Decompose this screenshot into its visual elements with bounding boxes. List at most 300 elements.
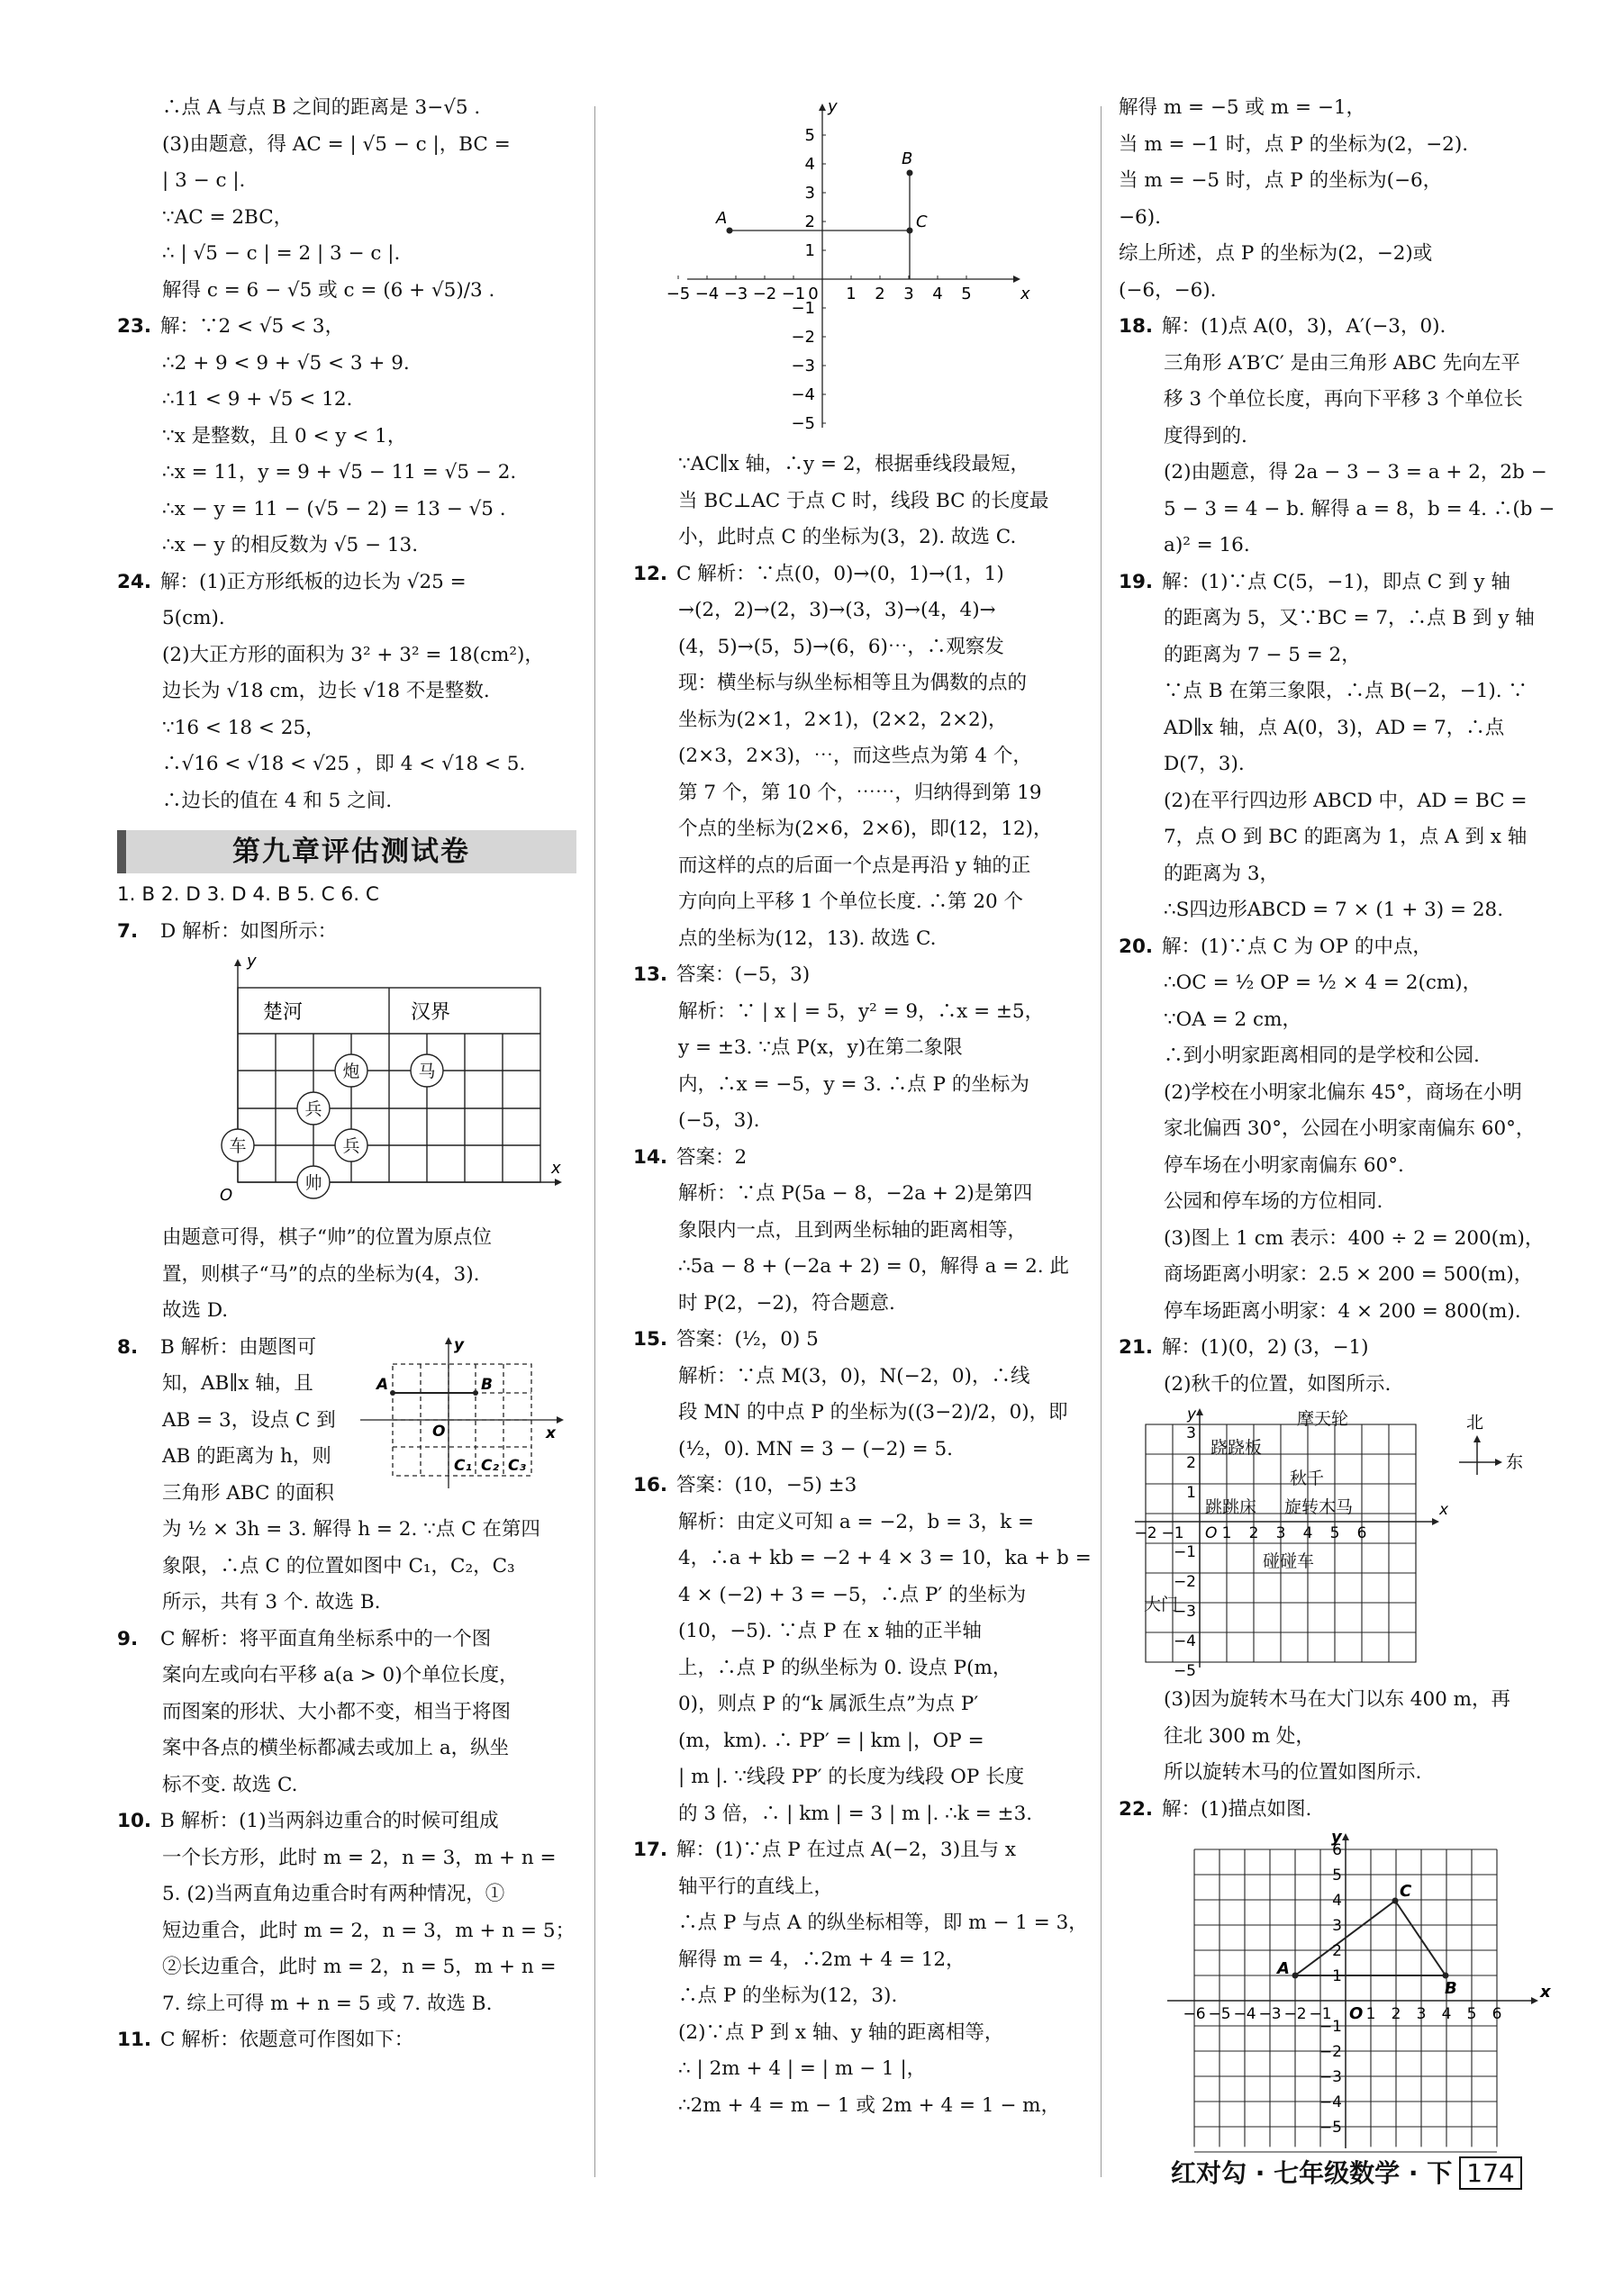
answer-line [117, 2022, 576, 2059]
answer-text: 解：(1)(0，2) (3，−1) [1162, 1336, 1369, 1359]
fig11-x-label: x [1020, 285, 1030, 303]
answer-text: 坐标为(2×1，2×1)，(2×2，2×2)， [678, 708, 1008, 731]
answer-text: 答案：(½，0) 5 [676, 1328, 819, 1351]
park-x-tick: −2 [1134, 1524, 1157, 1542]
answer-line [633, 1759, 1056, 1796]
question-17 [633, 1832, 1088, 2124]
answer-text: ∴到小明家距离相同的是学校和公园. [1164, 1044, 1480, 1067]
q22-y-tick: 4 [1332, 1892, 1342, 1910]
q22-point-b: B [1445, 1979, 1457, 1998]
answer-line [633, 2051, 1056, 2088]
fig11-x-tick: −2 [752, 285, 777, 303]
answer-line: (−6，−6). [1119, 278, 1217, 302]
answer-line [1119, 419, 1542, 456]
park-y-tick: −2 [1173, 1573, 1196, 1591]
q22-point-a: A [1277, 1959, 1290, 1978]
answer-line [633, 1650, 1056, 1687]
answer-line [117, 1622, 576, 1659]
answer-text: 边长为 √18 cm，边长 √18 不是整数. [162, 680, 490, 702]
answer-text: 停车场距离小明家：4 × 200 = 800(m). [1164, 1299, 1521, 1323]
answer-text: 解：(1)正方形纸板的边长为 √25 = [160, 570, 467, 593]
q22-y-tick: −2 [1319, 2043, 1342, 2061]
q8-point-b: B [481, 1375, 493, 1394]
answer-line [1119, 1002, 1542, 1039]
answer-text: →(2，2)→(2，3)→(3，3)→(4，4)→ [678, 599, 996, 621]
answer-text: D(7，3). [1164, 753, 1245, 775]
answer-text: (10，−5). ∵点 P 在 x 轴的正半轴 [678, 1620, 982, 1642]
answer-text: 5. (2)当两直角边重合时有两种情况，① [162, 1883, 505, 1905]
answer-text: ∴ | 2m + 4 | = | m − 1 |， [678, 2057, 927, 2080]
fig11-point-c: C [916, 212, 928, 231]
answer-line [117, 710, 576, 747]
answer-line [117, 914, 576, 951]
question-number: 18. [1119, 315, 1154, 338]
q22-x-label: x [1540, 1983, 1551, 2002]
answer-line: 故选 D. [162, 1299, 229, 1322]
answer-line [1119, 1148, 1542, 1185]
park-x-tick: 2 [1248, 1524, 1259, 1542]
answer-line [633, 1322, 1056, 1359]
question-24 [117, 565, 576, 820]
answer-line [117, 455, 576, 492]
answer-line: ∴点 A 与点 B 之间的距离是 3−√5 . [162, 96, 481, 119]
question-7-explanation [117, 1220, 576, 1330]
answer-line [633, 556, 1056, 593]
answer-text: 短边重合，此时 m = 2，n = 3，m + n = 5； [162, 1919, 576, 1942]
answer-line [633, 1505, 1056, 1541]
answer-text: 现：横坐标与纵坐标相等且为偶数的点的 [678, 672, 1028, 694]
fig11-x-tick: 5 [961, 285, 972, 303]
answer-text: C 解析：∵点(0，0)→(0，1)→(1，1) [676, 562, 1004, 585]
question-number: 20. [1119, 935, 1154, 958]
answer-line [633, 1978, 1056, 2015]
answer-line [117, 492, 576, 529]
answer-text: 点的坐标为(12，13). 故选 C. [678, 927, 937, 950]
q22-x-tick: 4 [1441, 2005, 1452, 2023]
answer-line: −6). [1119, 205, 1161, 229]
question-number: 15. [633, 1328, 668, 1351]
question-21-part3 [1119, 1682, 1542, 1792]
q22-y-label: y [1331, 1831, 1342, 1847]
fig11-y-label: y [828, 99, 838, 116]
fig11-x-tick: −5 [666, 285, 691, 303]
q22-y-tick: 2 [1332, 1942, 1342, 1960]
answer-line: 综上所述，点 P 的坐标为(2，−2)或 [1119, 242, 1433, 265]
question-21 [1119, 1330, 1542, 1403]
answer-line [633, 921, 1056, 958]
answer-line [117, 601, 576, 637]
question-18 [1119, 309, 1555, 565]
fig11-point-b: B [902, 149, 913, 168]
answer-text: 上，∴点 P 的纵坐标为 0. 设点 P(m， [678, 1656, 1012, 1679]
answer-text: 段 MN 的中点 P 的坐标为((3−2)/2，0)，即 [678, 1401, 1068, 1424]
answer-line [117, 1549, 576, 1586]
answer-line [633, 702, 1056, 739]
answer-text: AD∥x 轴，点 A(0，3)，AD = 7，∴点 [1164, 716, 1505, 739]
answer-line [633, 2088, 1061, 2125]
question-number: 10. [117, 1810, 152, 1832]
answer-line: ∵AC∥x 轴，∴y = 2，根据垂线段最短， [678, 453, 1030, 475]
answer-line [633, 1176, 1056, 1213]
q8-c1: C₁ [454, 1456, 472, 1475]
answer-text: 知，AB∥x 轴，且 [162, 1372, 313, 1395]
answer-text: 解析：∵点 P(5a − 8，−2a + 2)是第四 [678, 1182, 1033, 1205]
q22-x-tick: −1 [1309, 2005, 1332, 2023]
answer-text: (4，5)→(5，5)→(6，6)⋯，∴观察发 [678, 635, 1004, 658]
answer-line [633, 1686, 1056, 1723]
answer-line [633, 957, 1056, 994]
answer-text: 而图案的形状、大小都不变，相当于将图 [162, 1700, 512, 1723]
chess-river-left: 楚河 [263, 1001, 304, 1024]
answer-text: 解：(1)描点如图. [1162, 1797, 1312, 1821]
answer-line [117, 1876, 576, 1913]
answer-line [633, 1942, 1056, 1979]
answer-text: ∴x = 11，y = 9 + √5 − 11 = √5 − 2. [162, 461, 517, 484]
park-origin: O [1205, 1524, 1218, 1542]
answer-line [1119, 492, 1555, 529]
answer-text: 第 7 个，第 10 个，⋯⋯，归纳得到第 19 [678, 781, 1042, 804]
answer-text: 标不变. 故选 C. [162, 1773, 298, 1796]
answer-text: 方向向上平移 1 个单位长度. ∴第 20 个 [678, 890, 1024, 913]
answer-text: 而这样的点的后面一个点是再沿 y 轴的正 [678, 854, 1031, 877]
answer-text: (−5，3). [678, 1109, 760, 1132]
q22-y-tick: −4 [1319, 2093, 1342, 2111]
answer-text: 案向左或向右平移 a(a > 0)个单位长度， [162, 1664, 519, 1686]
mcq-answers: 1. B 2. D 3. D 4. B 5. C 6. C [117, 883, 379, 906]
question-number: 21. [1119, 1336, 1154, 1359]
fig11-x-tick: 0 [808, 285, 819, 303]
answer-line [633, 775, 1056, 812]
answer-line [117, 783, 576, 820]
park-bumper-cars: 碰碰车 [1263, 1551, 1315, 1571]
answer-text: ∵16 < 18 < 25， [162, 716, 325, 739]
answer-text: 7，点 O 到 BC 的距离为 1，点 A 到 x 轴 [1164, 826, 1528, 848]
answer-text: y = ±3. ∵点 P(x，y)在第二象限 [678, 1036, 963, 1059]
answer-line [117, 1949, 576, 1986]
answer-line [633, 738, 1056, 775]
answer-text: (2)在平行四边形 ABCD 中，AD = BC = [1164, 789, 1528, 812]
question-number: 14. [633, 1145, 668, 1169]
answer-text: ∴OC = ½ OP = ½ × 4 = 2(cm)， [1164, 972, 1482, 994]
park-trampoline: 跳跳床 [1205, 1497, 1257, 1517]
answer-line [633, 1213, 1056, 1250]
answer-line: 小，此时点 C 的坐标为(3，2). 故选 C. [678, 526, 1017, 548]
answer-text: 答案：(−5，3) [676, 963, 811, 986]
answer-line [117, 382, 576, 419]
answer-line [117, 1803, 576, 1840]
answer-text: 案中各点的横坐标都减去或加上 a，纵坐 [162, 1737, 510, 1759]
answer-text: 所示，共有 3 个. 故选 B. [162, 1591, 381, 1614]
answer-line: (3)因为旋转木马在大门以东 400 m，再 [1164, 1688, 1511, 1711]
answer-text: 为 ½ × 3h = 3. 解得 h = 2. ∵点 C 在第四 [162, 1518, 540, 1541]
question-16 [633, 1468, 1092, 1832]
q8-y-label: y [454, 1336, 465, 1354]
column-left [117, 90, 576, 2059]
answer-text: ∴点 P 与点 A 的纵坐标相等，即 m − 1 = 3， [678, 1912, 1088, 1934]
answer-text: 5(cm). [162, 607, 225, 629]
answer-text: AB 的距离为 h，则 [162, 1445, 331, 1468]
answer-line: 当 m = −5 时，点 P 的坐标为(−6， [1119, 169, 1443, 192]
answer-text: (½，0). MN = 3 − (−2) = 5. [678, 1437, 953, 1460]
answer-text: a)² = 16. [1164, 534, 1250, 556]
answer-line [633, 2015, 1056, 2052]
q8-origin: O [432, 1422, 446, 1441]
fig11-y-tick: −5 [791, 414, 815, 433]
park-y-tick: 1 [1186, 1484, 1196, 1502]
answer-text: 公园和停车场的方位相同. [1164, 1190, 1383, 1213]
question-number: 23. [117, 315, 152, 338]
answer-line [117, 1585, 576, 1622]
park-y-tick: −3 [1173, 1603, 1196, 1621]
fig11-y-tick: −2 [791, 328, 815, 347]
park-carousel: 旋转木马 [1284, 1497, 1354, 1517]
answer-text: 轴平行的直线上， [678, 1875, 834, 1898]
answer-text: 个点的坐标为(2×6，2×6)，即(12，12)， [678, 818, 1053, 840]
answer-line [633, 1905, 1088, 1942]
answer-text: 解：(1)∵点 P 在过点 A(−2，3)且与 x [676, 1839, 1017, 1861]
answer-line [633, 1103, 1056, 1140]
question-12 [633, 556, 1056, 958]
q8-x-label: x [546, 1424, 556, 1442]
answer-line [1119, 565, 1542, 601]
park-seesaw: 跷跷板 [1210, 1438, 1263, 1458]
answer-text: 解析：由定义可知 a = −2，b = 3，k = [678, 1510, 1035, 1533]
q22-y-tick: 6 [1332, 1841, 1342, 1859]
question-20 [1119, 929, 1545, 1331]
park-y-tick: 3 [1186, 1424, 1196, 1442]
answer-text: 停车场在小明家南偏东 60°. [1164, 1153, 1404, 1177]
answer-text: ②长边重合，此时 m = 2，n = 5，m + n = [162, 1956, 557, 1978]
answer-line [1119, 892, 1542, 929]
park-y-label: y [1187, 1406, 1197, 1424]
answer-line [117, 746, 576, 783]
chess-piece-ma: 马 [418, 1062, 436, 1081]
answer-text: (m，km). ∴ PP′ = | km |，OP = [678, 1729, 984, 1752]
answer-line [1119, 1367, 1542, 1404]
answer-line [117, 673, 576, 710]
answer-line [117, 1512, 576, 1549]
question-9 [117, 1622, 576, 1804]
answer-line [1119, 601, 1542, 637]
q11-coordinate-figure [660, 99, 1038, 441]
answer-text: 家北偏西 30°，公园在小明家南偏东 60°， [1164, 1117, 1536, 1140]
answer-text: 解：(1)∵点 C(5，−1)，即点 C 到 y 轴 [1162, 570, 1510, 593]
answer-line [633, 665, 1056, 702]
q22-coordinate-figure [1164, 1831, 1560, 2156]
answer-line [633, 1541, 1092, 1577]
park-gate: 大门 [1144, 1595, 1179, 1614]
answer-text: (2)秋千的位置，如图所示. [1164, 1372, 1392, 1396]
answer-text: 度得到的. [1164, 424, 1247, 447]
answer-line [117, 1695, 576, 1731]
answer-line [633, 1030, 1056, 1067]
answer-line: 置，则棋子“马”的点的坐标为(4，3). [162, 1262, 480, 1286]
answer-text: 4，∴a + kb = −2 + 4 × 3 = 10，ka + b = [678, 1547, 1092, 1569]
answer-text: 7. 综上可得 m + n = 5 或 7. 故选 B. [162, 1992, 493, 2015]
answer-text: ∴√16 < √18 < √25 ，即 4 < √18 < 5. [162, 753, 526, 775]
q22-x-tick: −3 [1258, 2005, 1282, 2023]
park-x-tick: 6 [1356, 1524, 1367, 1542]
answer-text: 解析：∵ | x | = 5，y² = 9，∴x = ±5， [678, 999, 1045, 1023]
fig11-y-tick: −3 [791, 357, 815, 375]
question-number: 13. [633, 963, 668, 986]
question-7 [117, 914, 576, 951]
answer-line [1119, 746, 1542, 783]
answer-text: D 解析：如图所示： [160, 919, 338, 943]
q22-y-tick: −3 [1319, 2068, 1342, 2086]
q22-point-c: C [1400, 1882, 1412, 1901]
answer-text: 一个长方形，此时 m = 2，n = 3，m + n = [162, 1846, 557, 1869]
chess-piece-bing-2: 兵 [342, 1136, 360, 1156]
answer-line [117, 1913, 576, 1950]
answer-line [117, 1840, 576, 1877]
answer-line: 当 m = −1 时，点 P 的坐标为(2，−2). [1119, 132, 1469, 156]
answer-line [1119, 382, 1542, 419]
answer-line [633, 1395, 1068, 1432]
answer-line [633, 1140, 1056, 1177]
chess-origin-label: O [220, 1186, 233, 1205]
compass-east: 东 [1506, 1452, 1524, 1472]
answer-line [117, 309, 576, 346]
answer-line: (3)由题意，得 AC = | √5 − c |，BC = [162, 132, 511, 156]
question-number: 12. [633, 562, 668, 585]
q22-y-tick: −5 [1319, 2119, 1342, 2137]
question-19 [1119, 565, 1542, 929]
answer-text: (2)∵点 P 到 x 轴、y 轴的距离相等， [678, 2020, 1004, 2044]
answer-text: ∴11 < 9 + √5 < 12. [162, 388, 353, 411]
answer-line [633, 1796, 1056, 1833]
park-x-tick: 5 [1329, 1524, 1340, 1542]
answer-line [633, 1614, 1056, 1650]
q8-point-a: A [376, 1375, 389, 1394]
chess-piece-bing-1: 兵 [304, 1099, 322, 1119]
answer-text: 象限内一点，且到两坐标轴的距离相等， [678, 1218, 1028, 1242]
answer-line [633, 1832, 1056, 1869]
answer-line: 往北 300 m 处， [1164, 1724, 1315, 1748]
answer-line [633, 1723, 1056, 1760]
chess-y-label: y [247, 954, 257, 971]
answer-text: ∵OA = 2 cm， [1164, 1008, 1301, 1031]
answer-text: B 解析：(1)当两斜边重合的时候可组成 [160, 1810, 499, 1832]
answer-line: 解得 m = −5 或 m = −1， [1119, 96, 1366, 119]
answer-line [1119, 309, 1542, 346]
answer-text: ∴x − y 的相反数为 √5 − 13. [162, 534, 419, 556]
answer-text: ∴x − y = 11 − (√5 − 2) = 13 − √5 . [162, 497, 506, 520]
answer-line [633, 811, 1056, 848]
question-13 [633, 957, 1056, 1140]
fig11-y-tick: 3 [804, 184, 815, 203]
answer-text: 三角形 ABC 的面积 [162, 1481, 334, 1505]
answer-line [1119, 1330, 1542, 1367]
park-y-tick: −4 [1173, 1632, 1196, 1650]
answer-text: ∴点 P 的坐标为(12，3). [678, 1984, 898, 2007]
answer-line [1119, 455, 1547, 492]
answer-text: 解：∵2 < √5 < 3， [160, 315, 345, 338]
park-x-tick: −1 [1161, 1524, 1184, 1542]
q17-continuation [1119, 90, 1542, 309]
question-14 [633, 1140, 1069, 1323]
answer-line [1119, 637, 1542, 674]
answer-line [633, 1249, 1069, 1286]
fig11-x-tick: 3 [903, 285, 914, 303]
answer-text: ∵x 是整数，且 0 < y < 1， [162, 424, 407, 447]
answer-text: 4 × (−2) + 3 = −5，∴点 P′ 的坐标为 [678, 1583, 1027, 1606]
answer-text: 解析：∵点 M(3，0)，N(−2，0)，∴线 [678, 1364, 1030, 1388]
answer-text: (2×3，2×3)，⋯，而这些点为第 4 个， [678, 745, 1032, 767]
park-ferris-wheel: 摩天轮 [1297, 1409, 1349, 1429]
park-y-tick: 2 [1186, 1454, 1196, 1472]
answer-text: 答案：2 [676, 1145, 748, 1169]
answer-line [1119, 856, 1542, 893]
answer-line [1119, 965, 1542, 1002]
answer-text: 的距离为 5，又∵BC = 7，∴点 B 到 y 轴 [1164, 607, 1535, 629]
answer-line: ∴ | √5 − c | = 2 | 3 − c |. [162, 242, 401, 265]
question-8-block [117, 1330, 576, 1622]
question-15 [633, 1322, 1068, 1468]
answer-text: 商场距离小明家：2.5 × 200 = 500(m)， [1164, 1263, 1534, 1286]
q22-x-tick: 6 [1492, 2005, 1502, 2023]
column-divider-right [1101, 106, 1102, 2177]
answer-text: | m |. ∵线段 PP′ 的长度为线段 OP 长度 [678, 1766, 1025, 1788]
answer-line [1119, 528, 1542, 565]
q22-origin: O [1349, 2004, 1364, 2023]
question-22 [1119, 1792, 1542, 1829]
answer-line [1119, 1221, 1545, 1258]
column-middle [633, 90, 1092, 2124]
page-number: 174 [1459, 2156, 1521, 2190]
answer-line [117, 528, 576, 565]
q22-x-tick: −2 [1283, 2005, 1307, 2023]
answer-line [1119, 710, 1542, 747]
chess-piece-shuai: 帅 [304, 1173, 322, 1193]
answer-text: 内，∴x = −5，y = 3. ∴点 P 的坐标为 [678, 1072, 1029, 1096]
answer-line [117, 1731, 576, 1767]
answer-line [1119, 673, 1542, 710]
answer-line [633, 1286, 1056, 1323]
answer-line [117, 565, 576, 601]
fig11-point-a: A [716, 209, 728, 228]
answer-line [1119, 929, 1542, 966]
q22-continuation [117, 90, 576, 309]
answer-text: 解：(1)∵点 C 为 OP 的中点， [1162, 935, 1432, 958]
answer-line: 当 BC⊥AC 于点 C 时，线段 BC 的长度最 [678, 489, 1049, 512]
answer-line [1119, 346, 1542, 383]
answer-line [633, 994, 1056, 1031]
chess-x-label: x [551, 1159, 561, 1178]
answer-text: (3)图上 1 cm 表示：400 ÷ 2 = 200(m)， [1164, 1226, 1545, 1250]
question-number: 7. [117, 919, 139, 943]
answer-line: 由题意可得，棋子“帅”的位置为原点位 [162, 1226, 492, 1249]
q22-y-tick: 5 [1332, 1867, 1342, 1885]
answer-line [117, 637, 576, 674]
chess-board-figure [216, 954, 594, 1215]
answer-text: 答案：(10，−5) ±3 [676, 1474, 857, 1496]
answer-line [1119, 1792, 1542, 1829]
answer-line [1119, 1184, 1542, 1221]
q22-x-tick: 3 [1416, 2005, 1427, 2023]
answer-text: (2)由题意，得 2a − 3 − 3 = a + 2，2b − [1164, 461, 1547, 484]
answer-line: ∵AC = 2BC， [162, 205, 294, 229]
answer-text: B 解析：由题图可 [160, 1335, 317, 1359]
answer-line [117, 419, 576, 456]
answer-line [633, 1067, 1056, 1104]
answer-line: | 3 − c |. [162, 169, 246, 192]
answer-line [117, 1658, 576, 1695]
fig11-y-tick: −1 [791, 299, 815, 318]
chess-river-right: 汉界 [411, 1001, 451, 1024]
answer-line [1119, 1294, 1542, 1331]
answer-line [1119, 1038, 1542, 1075]
